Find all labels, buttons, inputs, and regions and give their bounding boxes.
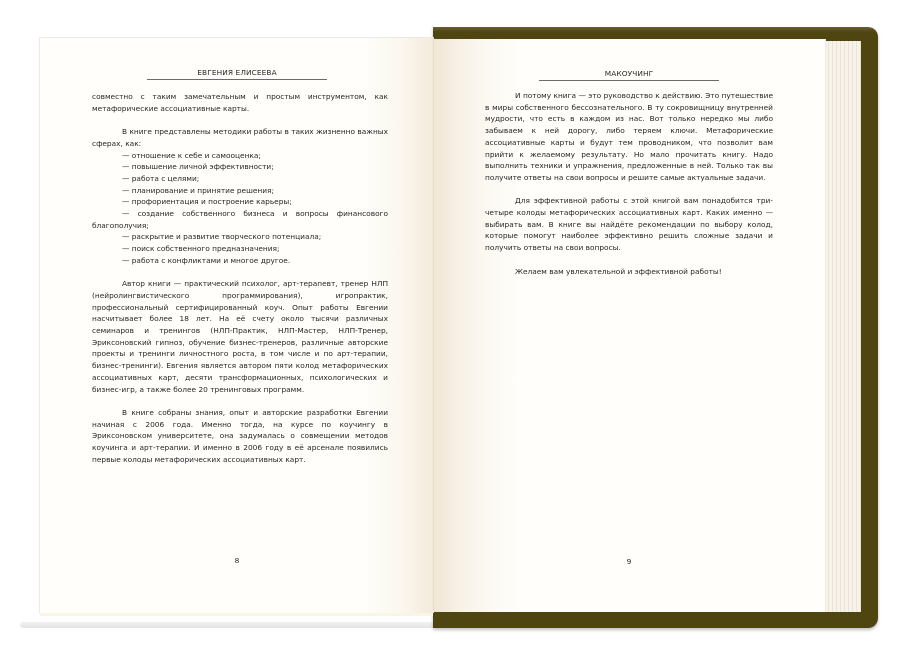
paragraph: В книге собраны знания, опыт и авторские разработки Евгении начиная с 2006 года. Именно тогда, на курсе по коучингу в Эриксоновском университете, она задумалась о совмещении методов коучинга и арт-терапии. И именно в 2006 году в её арсенале появились первые колоды метафорических ассоциативных карт. [92, 407, 388, 464]
list-item: — поиск собственного предназначения; [122, 244, 280, 254]
paragraph-gap [485, 254, 773, 266]
paragraph-gap [92, 267, 388, 279]
list-item: — отношение к себе и самооценка; [122, 150, 261, 160]
running-head-title: МАКОУЧИНГ [604, 69, 654, 78]
paragraph: совместно с таким замечательным и простым инструментом, как метафорические ассоциативные карты. [92, 92, 388, 113]
list-item: — профориентация и построение карьеры; [122, 197, 292, 207]
list-item: — повышение личной эффективности; [122, 162, 274, 172]
paragraph: Желаем вам увлекательной и эффективной работы! [515, 266, 722, 276]
paragraph: В книге представлены методики работы в таких жизненно важных сферах, как: [92, 127, 388, 148]
paragraph-gap [92, 395, 388, 407]
header-rule [539, 80, 719, 81]
right-page[interactable] [433, 39, 826, 612]
cover-highlight [433, 27, 878, 32]
paragraph: И потому книга — это руководство к действию. Это путешествие в миры собственного бессознательного. В ту сокровищницу внутренней мудрости, что есть в каждом из нас. Вот только нередко мы либо забываем к ней дорогу, либо теряем ключи. Метафорические ассоциативные карты и будут тем проводником, что позволит вам прийти к желаемому результату. Но мало прочитать книгу. Надо выполнить техники и упражнения, предложенные в ней. Только так вы получите ответы на свои вопросы и решите самые актуальные задачи. [485, 91, 773, 182]
left-page[interactable] [39, 37, 434, 613]
right-page-text [485, 90, 773, 277]
paragraph: Автор книги — практический психолог, арт-терапевт, тренер НЛП (нейролингвистического программирования), игропрактик, профессиональный сертифицированный коуч. Опыт работы Евгении насчитывает более 18 лет. На её счету около тысячи различных семинаров и тренингов (НЛП-Практик, НЛП-Мастер, НЛП-Тренер, Эриксоновский гипноз, обучение бизнес-тренеров, различные авторские проекты и тренинги личностного роста, в том числе и по арт-терапии, бизнес-тренинги). Евгения является автором пяти колод метафорических ассоциативных карт, десяти трансформационных, психологических и бизнес-игр, а также более 20 тренинговых программ. [92, 279, 388, 394]
page-block-edge [825, 41, 861, 612]
left-page-text [92, 91, 388, 465]
right-running-head [433, 69, 825, 81]
paragraph-gap [485, 184, 773, 196]
list-item: — работа с конфликтами и многое другое. [122, 255, 291, 265]
left-running-head [40, 68, 434, 80]
list-item: — работа с целями; [122, 173, 200, 183]
book-spine-gutter [433, 37, 434, 612]
running-head-title: ЕВГЕНИЯ ЕЛИСЕЕВА [197, 68, 277, 77]
paragraph: Для эффективной работы с этой книгой вам понадобится три-четыре колоды метафорических ассоциативных карт. Каких именно — выбирать вам. В книге вы найдёте рекомендации по выбору колод, которые помогут наиболее эффективно решить сложные задачи и получить ответы на свои вопросы. [485, 196, 773, 253]
list-item: — создание собственного бизнеса и вопросы финансового благополучия; [92, 209, 388, 230]
header-rule [147, 79, 327, 80]
paragraph-gap [92, 114, 388, 126]
book-bottom-edge [20, 622, 433, 628]
list-item: — планирование и принятие решения; [122, 185, 274, 195]
page-number: 9 [626, 557, 632, 566]
page-number: 8 [234, 556, 240, 565]
list-item: — раскрытие и развитие творческого потенциала; [122, 232, 322, 242]
